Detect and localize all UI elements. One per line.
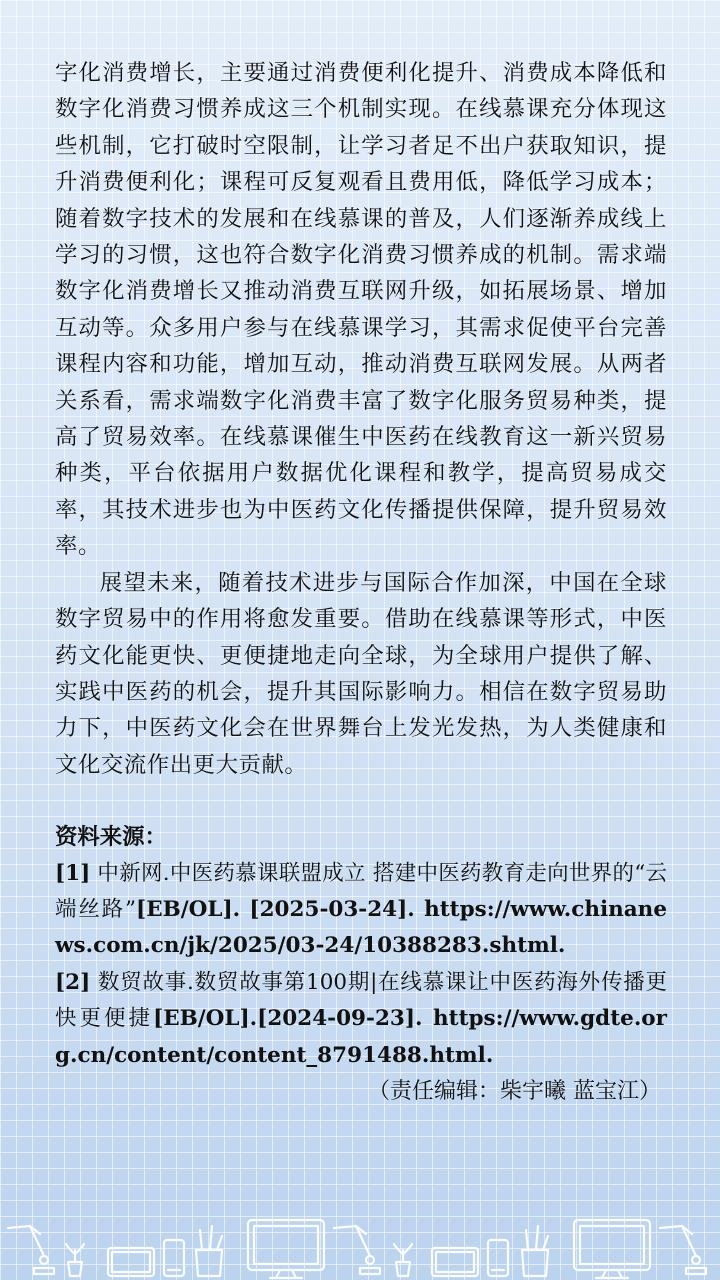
monitor-icon <box>574 1220 650 1278</box>
reference-1 <box>55 856 667 965</box>
desk-lamp-icon <box>334 1226 380 1274</box>
desk-lamp-icon <box>8 1226 54 1274</box>
reference-1-link[interactable]: [EB/OL]. [2025-03-24]. https://www.chinanews.com.cn/jk/2025/03-24/10388283.shtml. <box>55 896 667 959</box>
tablet-icon <box>108 1248 154 1276</box>
reference-1-number: [1] <box>55 860 91 886</box>
reference-2-text: 数贸故事.数贸故事第100期|在线慕课让中医药海外传播更快更便捷 <box>55 969 667 1032</box>
sources-title: 资料来源： <box>55 824 167 851</box>
reference-2-number: [2] <box>55 969 91 995</box>
desk-lamp-icon <box>660 1226 706 1274</box>
tablet-icon <box>432 1248 478 1276</box>
reference-2 <box>55 965 667 1074</box>
body-paragraph-2: 展望未来，随着技术进步与国际合作加深，中国在全球数字贸易中的作用将愈发重要。借助在线慕课等形式，中医药文化能更快、更便捷地走向全球，为全球用户提供了解、实践中医药的机会，提升其国际影响力。相信在数字贸易助力下，中医药文化会在世界舞台上发光发热，为人类健康和文化交流作出更大贡献。 <box>55 569 667 778</box>
reference-2-link[interactable]: [EB/OL].[2024-09-23]. https://www.gdte.org.cn/content/content_8791488.html. <box>55 1006 667 1068</box>
book-stack-icon <box>488 1240 508 1276</box>
potted-plant-icon <box>394 1244 412 1276</box>
editor-credit: （责任编辑：柴宇曦 蓝宝江） <box>368 1078 661 1104</box>
book-stack-icon <box>164 1240 184 1276</box>
footer-decoration <box>0 1200 720 1280</box>
article-body <box>55 55 667 1110</box>
monitor-icon <box>248 1220 324 1278</box>
potted-plant-icon <box>66 1244 84 1276</box>
body-paragraph-1: 字化消费增长，主要通过消费便利化提升、消费成本降低和数字化消费习惯养成这三个机制实现。在线慕课充分体现这些机制，它打破时空限制，让学习者足不出户获取知识，提升消费便利化；课程可反复观看且费用低，降低学习成本；随着数字技术的发展和在线慕课的普及，人们逐渐养成线上学习的习惯，这也符合数字化消费习惯养成的机制。需求端数字化消费增长又推动消费互联网升级，如拓展场景、增加互动等。众多用户参与在线慕课学习，其需求促使平台完善课程内容和功能，增加互动，推动消费互联网发展。从两者关系看，需求端数字化消费丰富了数字化服务贸易种类，提高了贸易效率。在线慕课催生中医药在线教育这一新兴贸易种类，平台依据用户数据优化课程和教学，提高贸易成交率，其技术进步也为中医药文化传播提供保障，提升贸易效率。 <box>55 60 667 560</box>
pen-holder-icon <box>522 1226 548 1276</box>
reference-1-text: 中新网.中医药慕课联盟成立 搭建中医药教育走向世界的“云端丝路” <box>55 860 667 922</box>
sources-section <box>55 819 667 1110</box>
pen-holder-icon <box>196 1226 222 1276</box>
